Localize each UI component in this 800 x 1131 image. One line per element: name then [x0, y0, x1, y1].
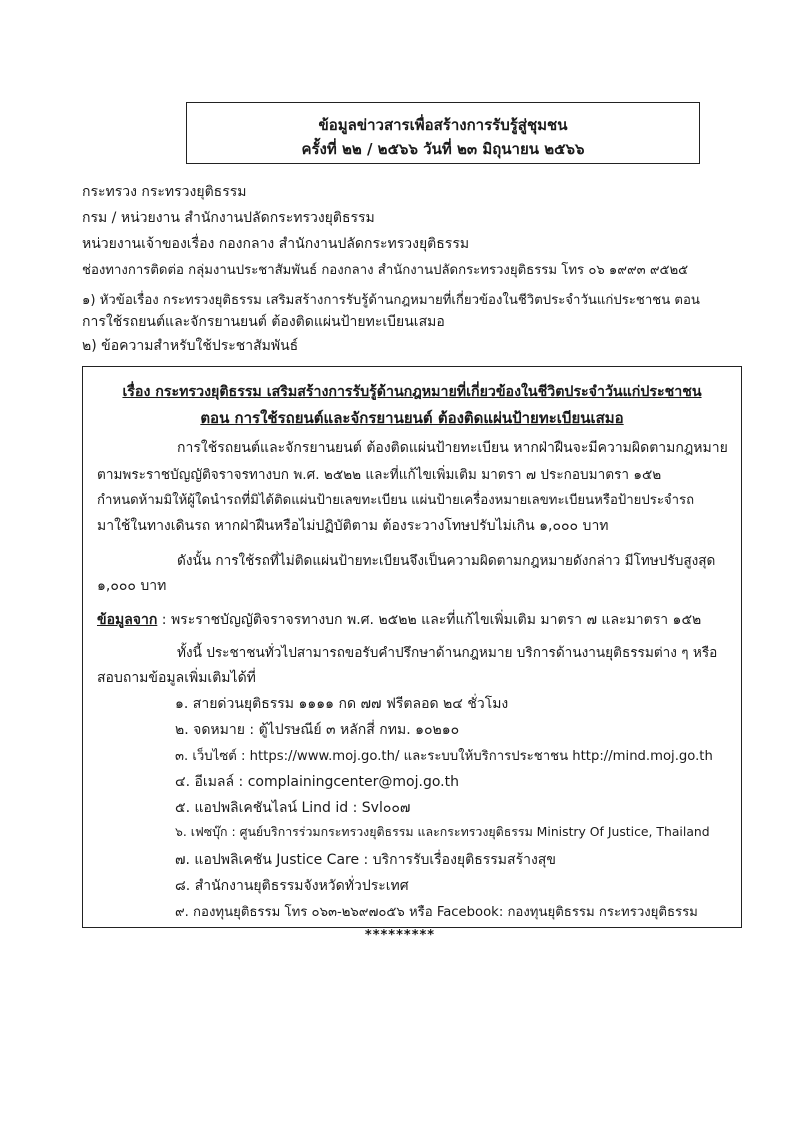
header-issue-date: ครั้งที่ ๒๒ / ๒๕๖๖ วันที่ ๒๓ มิถุนายน ๒๕๖๖	[301, 140, 585, 158]
header-title: ข้อมูลข่าวสารเพื่อสร้างการรับรู้สู่ชุมชน	[318, 116, 568, 134]
source-label: ข้อมูลจาก	[97, 612, 158, 628]
topic-line-1: ๑) หัวข้อเรื่อง กระทรวงยุติธรรม เสริมสร้างการรับรู้ด้านกฎหมายที่เกี่ยวข้องในชีวิตประจำวันแก่ประชาชน ตอน	[82, 293, 700, 308]
contact-item-6: ๖. เฟซบุ๊ก : ศูนย์บริการร่วมกระทรวงยุติธรรม และกระทรวงยุติธรรม Ministry Of Justice, Thailand	[175, 824, 710, 839]
contact-item-3: ๓. เว็บไซต์ : https://www.moj.go.th/ และระบบให้บริการประชาชน http://mind.moj.go.th	[175, 749, 713, 764]
contact-item-9: ๙. กองทุนยุติธรรม โทร ๐๖๓-๒๖๙๗๐๕๖ หรือ Facebook: กองทุนยุติธรรม กระทรวงยุติธรรม	[175, 905, 698, 920]
para1-line-4: มาใช้ในทางเดินรถ หากฝ่าฝืนหรือไม่ปฏิบัติตาม ต้องระวางโทษปรับไม่เกิน ๑,๐๐๐ บาท	[97, 518, 609, 534]
contact-item-4: ๔. อีเมลล์ : complainingcenter@moj.go.th	[175, 774, 459, 790]
source-text: : พระราชบัญญัติจราจรทางบก พ.ศ. ๒๕๒๒ และที่แก้ไขเพิ่มเติม มาตรา ๗ และมาตรา ๑๕๒	[157, 612, 702, 628]
info-contact: ช่องทางการติดต่อ กลุ่มงานประชาสัมพันธ์ กองกลาง สำนักงานปลัดกระทรวงยุติธรรม โทร ๐๖ ๑๙๙๓ ๙๕๒๕	[82, 263, 689, 278]
contact-item-7: ๗. แอปพลิเคชัน Justice Care : บริการรับเรื่องยุติธรรมสร้างสุข	[175, 852, 556, 868]
topic-line-2: การใช้รถยนต์และจักรยานยนต์ ต้องติดแผ่นป้ายทะเบียนเสมอ	[82, 314, 445, 330]
notice-title-2: ตอน การใช้รถยนต์และจักรยานยนต์ ต้องติดแผ่นป้ายทะเบียนเสมอ	[200, 409, 624, 427]
info-ministry: กระทรวง กระทรวงยุติธรรม	[82, 184, 247, 200]
info-department: กรม / หน่วยงาน สำนักงานปลัดกระทรวงยุติธรรม	[82, 210, 375, 226]
para2-line-2: ๑,๐๐๐ บาท	[97, 578, 167, 594]
para3-line-2: สอบถามข้อมูลเพิ่มเติมได้ที่	[97, 670, 256, 686]
end-marker: *********	[364, 928, 436, 943]
contact-item-1: ๑. สายด่วนยุติธรรม ๑๑๑๑ กด ๗๗ ฟรีตลอด ๒๔ ชั่วโมง	[175, 696, 509, 712]
topic-line-3: ๒) ข้อความสำหรับใช้ประชาสัมพันธ์	[82, 338, 299, 354]
notice-title-1: เรื่อง กระทรวงยุติธรรม เสริมสร้างการรับรู้ด้านกฎหมายที่เกี่ยวข้องในชีวิตประจำวันแก่ประชาชน	[122, 384, 702, 400]
para1-line-1: การใช้รถยนต์และจักรยานยนต์ ต้องติดแผ่นป้ายทะเบียน หากฝ่าฝืนจะมีความผิดตามกฎหมาย	[177, 440, 728, 456]
contact-item-5: ๕. แอปพลิเคชันไลน์ Lind id : Svl๐๐๗	[175, 800, 411, 816]
contact-item-8: ๘. สำนักงานยุติธรรมจังหวัดทั่วประเทศ	[175, 878, 409, 894]
info-owner-unit: หน่วยงานเจ้าของเรื่อง กองกลาง สำนักงานปลัดกระทรวงยุติธรรม	[82, 236, 470, 252]
para2-line-1: ดังนั้น การใช้รถที่ไม่ติดแผ่นป้ายทะเบียนจึงเป็นความผิดตามกฎหมายดังกล่าว มีโทษปรับสูงสุด	[177, 553, 716, 569]
contact-item-2: ๒. จดหมาย : ตู้ไปรษณีย์ ๓ หลักสี่ กทม. ๑๐๒๑๐	[175, 722, 460, 738]
notice-box	[82, 366, 742, 928]
para1-line-2: ตามพระราชบัญญัติจราจรทางบก พ.ศ. ๒๕๒๒ และที่แก้ไขเพิ่มเติม มาตรา ๗ ประกอบมาตรา ๑๕๒	[97, 467, 662, 483]
para1-line-3: กำหนดห้ามมิให้ผู้ใดนำรถที่มิได้ติดแผ่นป้ายเลขทะเบียน แผ่นป้ายเครื่องหมายเลขทะเบียนหรือป้ายประจำรถ	[97, 493, 695, 508]
source-line	[97, 609, 701, 631]
header-box	[186, 102, 700, 164]
para3-line-1: ทั้งนี้ ประชาชนทั่วไปสามารถขอรับคำปรึกษาด้านกฎหมาย บริการด้านงานยุติธรรมต่าง ๆ หรือ	[177, 645, 718, 661]
